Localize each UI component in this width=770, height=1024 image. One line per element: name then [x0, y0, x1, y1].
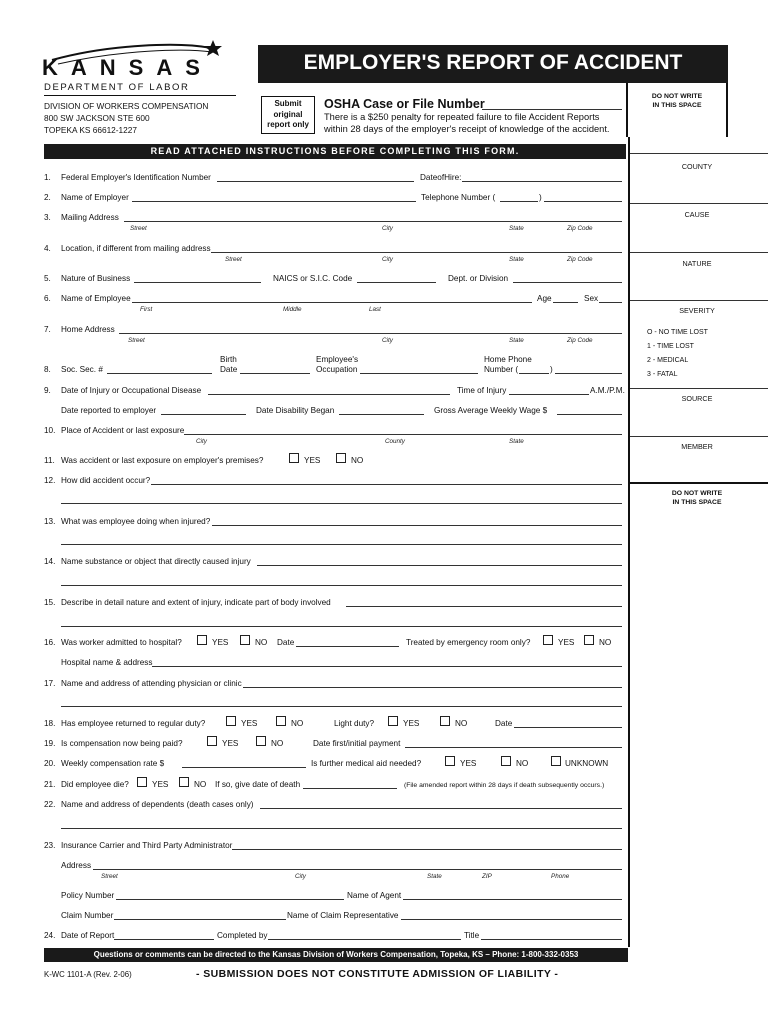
occupation-field[interactable] — [360, 373, 478, 374]
dept-field[interactable] — [513, 282, 622, 283]
carrier-field[interactable] — [232, 849, 622, 850]
injury-date-field[interactable] — [208, 394, 450, 395]
q21-no-checkbox[interactable] — [179, 777, 189, 787]
q10-label: Place of Accident or last exposure — [61, 426, 185, 435]
date-of-hire-field[interactable] — [462, 181, 622, 182]
star-icon — [204, 40, 222, 56]
division-name: DIVISION OF WORKERS COMPENSATION — [44, 101, 209, 111]
report-date-field[interactable] — [114, 939, 214, 940]
sidebar-county: COUNTY — [681, 162, 713, 171]
employer-name-field[interactable] — [132, 201, 416, 202]
q13-label: What was employee doing when injured? — [61, 517, 211, 526]
employer-area-code-field[interactable] — [500, 201, 538, 202]
q8-label: Soc. Sec. # — [61, 365, 103, 374]
hospital-date-field[interactable] — [296, 646, 399, 647]
substance-field[interactable] — [257, 565, 622, 566]
form-title: EMPLOYER'S REPORT OF ACCIDENT — [303, 51, 683, 74]
logo-rule — [44, 95, 236, 96]
q7-label: Home Address — [61, 325, 115, 334]
injury-description-field[interactable] — [346, 606, 622, 607]
severity-option-1: 1 - TIME LOST — [647, 343, 694, 350]
naics-label: NAICS or S.I.C. Code — [273, 274, 353, 283]
severity-option-3: 3 - FATAL — [647, 371, 678, 378]
severity-option-2: 2 - MEDICAL — [647, 357, 689, 364]
injury-time-field[interactable] — [509, 394, 589, 395]
address-line-2: TOPEKA KS 66612-1227 — [44, 125, 138, 135]
physician-field[interactable] — [243, 687, 622, 688]
logo-state-name: KANSAS — [42, 55, 213, 80]
q21-label: Did employee die? — [61, 780, 129, 789]
substance-field-2[interactable] — [61, 585, 622, 586]
mailing-address-field[interactable] — [124, 221, 622, 222]
ssn-field[interactable] — [107, 373, 212, 374]
submit-original-note: Submit original report only — [261, 96, 315, 134]
sex-field[interactable] — [599, 302, 622, 303]
er-no-checkbox[interactable] — [584, 635, 594, 645]
disability-began-field[interactable] — [339, 414, 424, 415]
q5-label: Nature of Business — [61, 274, 131, 283]
employee-activity-field[interactable] — [212, 525, 622, 526]
completed-by-field[interactable] — [268, 939, 461, 940]
agent-name-field[interactable] — [403, 899, 622, 900]
location-field[interactable] — [211, 252, 622, 253]
return-date-field[interactable] — [514, 727, 622, 728]
injury-description-field-2[interactable] — [61, 626, 622, 627]
q23-label: Insurance Carrier and Third Party Administrator — [61, 841, 233, 850]
q6-label: Name of Employee — [61, 294, 131, 303]
claim-rep-field[interactable] — [401, 919, 622, 920]
q20-yes-checkbox[interactable] — [445, 756, 455, 766]
first-payment-field[interactable] — [405, 747, 622, 748]
q20-label: Weekly compensation rate $ — [61, 759, 165, 768]
claim-number-field[interactable] — [114, 919, 286, 920]
hospital-address-field[interactable] — [152, 666, 622, 667]
dependents-field-2[interactable] — [61, 828, 622, 829]
naics-field[interactable] — [357, 282, 436, 283]
q18-no-checkbox[interactable] — [276, 716, 286, 726]
age-field[interactable] — [553, 302, 578, 303]
form-id: K-WC 1101-A (Rev. 2-06) — [44, 970, 132, 979]
contact-banner: Questions or comments can be directed to the Kansas Division of Workers Compensation, Topeka, KS – Phone: 1-800-332-0353 — [44, 948, 628, 962]
date-reported-field[interactable] — [161, 414, 246, 415]
q2-label: Name of Employer — [61, 193, 129, 202]
q19-label: Is compensation now being paid? — [61, 739, 183, 748]
home-area-code-field[interactable] — [519, 373, 549, 374]
q18-label: Has employee returned to regular duty? — [61, 719, 206, 728]
q19-yes-checkbox[interactable] — [207, 736, 217, 746]
q21-yes-checkbox[interactable] — [137, 777, 147, 787]
q3-label: Mailing Address — [61, 213, 119, 222]
penalty-line-1: There is a $250 penalty for repeated failure to file Accident Reports — [324, 112, 600, 122]
title-field[interactable] — [481, 939, 622, 940]
do-not-write-top: DO NOT WRITE IN THIS SPACE — [651, 93, 703, 109]
sidebar-source: SOURCE — [681, 394, 713, 403]
how-occurred-field[interactable] — [151, 484, 622, 485]
weekly-wage-field[interactable] — [557, 414, 622, 415]
q12-label: How did accident occur? — [61, 476, 151, 485]
q15-label: Describe in detail nature and extent of injury, indicate part of body involved — [61, 598, 331, 607]
q1-label: Federal Employer's Identification Number — [61, 173, 211, 182]
q11-no-checkbox[interactable] — [336, 453, 346, 463]
light-duty-yes-checkbox[interactable] — [388, 716, 398, 726]
q14-label: Name substance or object that directly caused injury — [61, 557, 251, 566]
q9-label: Date of Injury or Occupational Disease — [61, 386, 202, 395]
sidebar-severity: SEVERITY — [679, 306, 715, 315]
address-line-1: 800 SW JACKSON STE 600 — [44, 113, 150, 123]
form-title-banner — [258, 45, 728, 83]
sidebar-nature: NATURE — [682, 259, 712, 268]
employee-name-field[interactable] — [132, 302, 532, 303]
q17-label: Name and address of attending physician or clinic — [61, 679, 242, 688]
sidebar-member: MEMBER — [681, 442, 713, 451]
light-duty-no-checkbox[interactable] — [440, 716, 450, 726]
liability-disclaimer: - SUBMISSION DOES NOT CONSTITUTE ADMISSION OF LIABILITY - — [196, 968, 559, 980]
q20-no-checkbox[interactable] — [501, 756, 511, 766]
severity-option-0: O - NO TIME LOST — [647, 329, 708, 336]
er-yes-checkbox[interactable] — [543, 635, 553, 645]
date-of-hire-label: DateofHire: — [420, 173, 462, 182]
sidebar-divider — [628, 137, 630, 947]
carrier-address-field[interactable] — [93, 869, 622, 870]
dependents-field[interactable] — [260, 808, 622, 809]
physician-field-2[interactable] — [61, 706, 622, 707]
instructions-banner: READ ATTACHED INSTRUCTIONS BEFORE COMPLETING THIS FORM. — [44, 144, 626, 159]
employer-phone-field[interactable] — [544, 201, 622, 202]
q16b-label: Hospital name & address — [61, 658, 153, 667]
q11-label: Was accident or last exposure on employer's premises? — [61, 456, 264, 465]
osha-label: OSHA Case or File Number — [324, 97, 485, 111]
policy-number-field[interactable] — [116, 899, 344, 900]
q18-yes-checkbox[interactable] — [226, 716, 236, 726]
do-not-write-side: DO NOT WRITE IN THIS SPACE — [671, 490, 723, 506]
penalty-line-2: within 28 days of the employer's receipt of knowledge of the accident. — [324, 124, 610, 134]
q16-label: Was worker admitted to hospital? — [61, 638, 182, 647]
home-phone-field[interactable] — [555, 373, 622, 374]
q4-label: Location, if different from mailing address — [61, 244, 211, 253]
q11-yes-checkbox[interactable] — [289, 453, 299, 463]
q22-label: Name and address of dependents (death cases only) — [61, 800, 254, 809]
q16-no-checkbox[interactable] — [240, 635, 250, 645]
q19-no-checkbox[interactable] — [256, 736, 266, 746]
q24-label: Date of Report — [61, 931, 115, 940]
comp-rate-field[interactable] — [182, 767, 306, 768]
death-date-field[interactable] — [303, 788, 397, 789]
telephone-label: Telephone Number ( — [421, 193, 496, 202]
employee-activity-field-2[interactable] — [61, 544, 622, 545]
dept-label: Dept. or Division — [448, 274, 509, 283]
accident-place-field[interactable] — [184, 434, 622, 435]
department-name: DEPARTMENT OF LABOR — [44, 82, 190, 93]
q20-unknown-checkbox[interactable] — [551, 756, 561, 766]
fein-field[interactable] — [217, 181, 414, 182]
q9b-label: Date reported to employer — [61, 406, 157, 415]
birth-date-field[interactable] — [240, 373, 310, 374]
how-occurred-field-2[interactable] — [61, 503, 622, 504]
osha-number-field[interactable] — [482, 109, 622, 110]
nature-business-field[interactable] — [134, 282, 261, 283]
sidebar-cause: CAUSE — [684, 210, 710, 219]
q16-yes-checkbox[interactable] — [197, 635, 207, 645]
home-address-field[interactable] — [119, 333, 622, 334]
